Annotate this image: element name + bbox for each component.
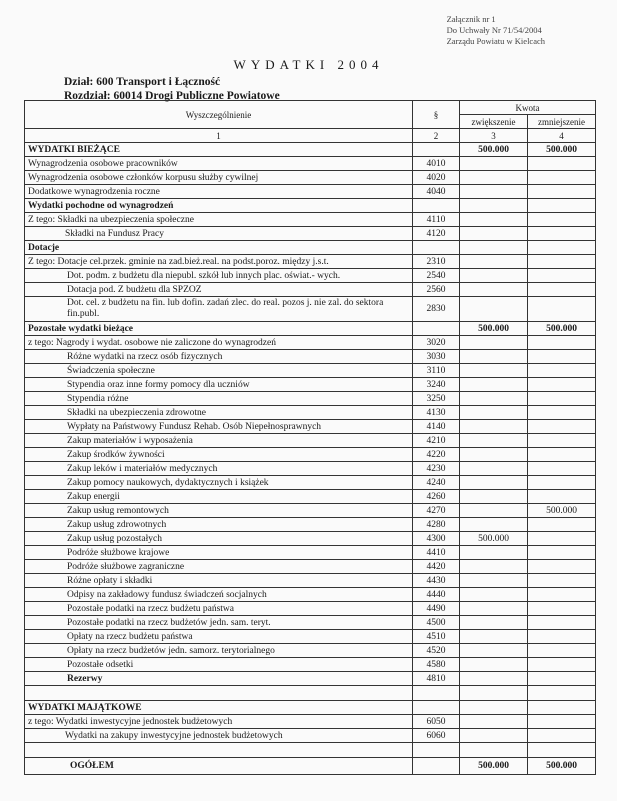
section-row: [25, 701, 596, 715]
row-paragraph: 4510: [413, 630, 460, 644]
row-decrease: [528, 434, 596, 448]
table-row: [25, 490, 596, 504]
row-paragraph: [413, 322, 460, 336]
row-increase: [460, 378, 528, 392]
row-increase: [460, 560, 528, 574]
row-paragraph: [413, 143, 460, 157]
row-increase: [460, 297, 528, 322]
row-description: Zakup usług remontowych: [25, 504, 413, 518]
row-paragraph: 4240: [413, 476, 460, 490]
table-row: [25, 462, 596, 476]
row-increase: [460, 255, 528, 269]
row-description: z tego: Nagrody i wydat. osobowe nie zaliczone do wynagrodzeń: [25, 336, 413, 350]
row-decrease: [528, 364, 596, 378]
col-number-1: 1: [25, 129, 413, 143]
row-decrease: [528, 616, 596, 630]
row-description: Składki na Fundusz Pracy: [25, 227, 413, 241]
row-increase: [460, 616, 528, 630]
row-decrease: [528, 588, 596, 602]
table-row: [25, 185, 596, 199]
row-paragraph: 4230: [413, 462, 460, 476]
row-paragraph: 4580: [413, 658, 460, 672]
col-number-2: 2: [413, 129, 460, 143]
row-increase: [460, 574, 528, 588]
row-decrease: [528, 406, 596, 420]
row-decrease: [528, 602, 596, 616]
row-decrease: [528, 672, 596, 686]
row-paragraph: 2560: [413, 283, 460, 297]
row-description: Pozostałe wydatki bieżące: [25, 322, 413, 336]
row-description: Zakup środków żywności: [25, 448, 413, 462]
annex-line-1: Załącznik nr 1: [446, 14, 496, 24]
row-increase: [460, 672, 528, 686]
expenses-table: [24, 100, 596, 775]
row-description: Dot. podm. z budżetu dla niepubl. szkół lub innych plac. oświat.- wych.: [25, 269, 413, 283]
row-decrease: [528, 490, 596, 504]
row-increase: [460, 185, 528, 199]
row-decrease: [528, 255, 596, 269]
row-description: Zakup pomocy naukowych, dydaktycznych i książek: [25, 476, 413, 490]
row-description: Zakup usług pozostałych: [25, 532, 413, 546]
table-row: [25, 658, 596, 672]
row-increase: [460, 701, 528, 715]
row-increase: [460, 518, 528, 532]
row-paragraph: 4020: [413, 171, 460, 185]
table-row: [25, 171, 596, 185]
row-decrease: [528, 715, 596, 729]
row-description: OGÓŁEM: [25, 758, 413, 775]
row-paragraph: 4220: [413, 448, 460, 462]
row-description: Stypendia oraz inne formy pomocy dla uczniów: [25, 378, 413, 392]
row-decrease: [528, 644, 596, 658]
row-increase: [460, 420, 528, 434]
row-increase: [460, 602, 528, 616]
row-decrease: [528, 269, 596, 283]
row-description: Rezerwy: [25, 672, 413, 686]
row-increase: [460, 476, 528, 490]
table-row: [25, 602, 596, 616]
row-increase: [460, 462, 528, 476]
row-increase: 500.000: [460, 322, 528, 336]
row-decrease: [528, 157, 596, 171]
row-description: Różne wydatki na rzecz osób fizycznych: [25, 350, 413, 364]
row-description: Dotacje: [25, 241, 413, 255]
total-row: [25, 758, 596, 775]
table-row: [25, 630, 596, 644]
row-increase: [460, 213, 528, 227]
table-row: [25, 255, 596, 269]
row-paragraph: [413, 686, 460, 701]
row-increase: [460, 434, 528, 448]
row-decrease: 500.000: [528, 322, 596, 336]
page-title: WYDATKI 2004: [233, 57, 384, 72]
row-decrease: [528, 701, 596, 715]
row-description: Wypłaty na Państwowy Fundusz Rehab. Osób Niepełnosprawnych: [25, 420, 413, 434]
table-row: [25, 686, 596, 701]
row-decrease: 500.000: [528, 504, 596, 518]
row-increase: [460, 406, 528, 420]
table-row: [25, 269, 596, 283]
row-paragraph: 4120: [413, 227, 460, 241]
row-increase: [460, 630, 528, 644]
row-description: Podróże służbowe krajowe: [25, 546, 413, 560]
table-row: [25, 448, 596, 462]
row-paragraph: 4410: [413, 546, 460, 560]
section-row: [25, 322, 596, 336]
row-description: Pozostałe podatki na rzecz budżetu państwa: [25, 602, 413, 616]
row-increase: [460, 490, 528, 504]
annex-line-2: Do Uchwały Nr 71/54/2004: [446, 25, 542, 35]
table-row: [25, 350, 596, 364]
row-paragraph: 4110: [413, 213, 460, 227]
row-increase: 500.000: [460, 143, 528, 157]
table-row: [25, 588, 596, 602]
row-decrease: [528, 462, 596, 476]
row-description: Wydatki pochodne od wynagrodzeń: [25, 199, 413, 213]
row-decrease: [528, 283, 596, 297]
row-increase: [460, 283, 528, 297]
row-increase: [460, 227, 528, 241]
header-col-amount: Kwota: [460, 101, 596, 115]
row-decrease: [528, 185, 596, 199]
table-number-row: [25, 129, 596, 143]
table-row: [25, 434, 596, 448]
row-description: [25, 686, 413, 701]
row-increase: [460, 364, 528, 378]
section-row: [25, 143, 596, 157]
table-row: [25, 157, 596, 171]
row-increase: [460, 686, 528, 701]
row-description: Stypendia różne: [25, 392, 413, 406]
row-increase: 500.000: [460, 532, 528, 546]
row-paragraph: 3020: [413, 336, 460, 350]
table-row: [25, 546, 596, 560]
header-col-decrease: zmniejszenie: [528, 115, 596, 129]
col-number-3: 3: [460, 129, 528, 143]
row-description: Wynagrodzenia osobowe członków korpusu służby cywilnej: [25, 171, 413, 185]
row-description: WYDATKI MAJĄTKOWE: [25, 701, 413, 715]
row-description: Dotacja pod. Z budżetu dla SPZOZ: [25, 283, 413, 297]
row-decrease: [528, 743, 596, 758]
row-increase: [460, 658, 528, 672]
table-row: [25, 729, 596, 743]
row-paragraph: 3240: [413, 378, 460, 392]
row-description: Wydatki na zakupy inwestycyjne jednostek budżetowych: [25, 729, 413, 743]
row-paragraph: 6060: [413, 729, 460, 743]
table-row: [25, 406, 596, 420]
row-description: Zakup energii: [25, 490, 413, 504]
table-row: [25, 504, 596, 518]
row-paragraph: 4420: [413, 560, 460, 574]
row-increase: [460, 448, 528, 462]
row-paragraph: 4270: [413, 504, 460, 518]
table-row: [25, 283, 596, 297]
row-description: Składki na ubezpieczenia zdrowotne: [25, 406, 413, 420]
row-description: Dot. cel. z budżetu na fin. lub dofin. zadań zlec. do real. pozos j. nie zal. do sektora fin.publ.: [25, 297, 413, 322]
row-paragraph: 2310: [413, 255, 460, 269]
row-paragraph: 6050: [413, 715, 460, 729]
row-paragraph: 4500: [413, 616, 460, 630]
row-decrease: [528, 630, 596, 644]
row-increase: [460, 336, 528, 350]
table-row: [25, 297, 596, 322]
row-increase: [460, 269, 528, 283]
row-paragraph: [413, 199, 460, 213]
header-col-paragraph: §: [413, 101, 460, 129]
row-description: Zakup usług zdrowotnych: [25, 518, 413, 532]
row-paragraph: 3030: [413, 350, 460, 364]
row-description: Opłaty na rzecz budżetu państwa: [25, 630, 413, 644]
row-paragraph: [413, 241, 460, 255]
row-paragraph: 4260: [413, 490, 460, 504]
row-increase: [460, 199, 528, 213]
annex-line-3: Zarządu Powiatu w Kielcach: [446, 36, 545, 46]
row-increase: [460, 392, 528, 406]
table-row: [25, 616, 596, 630]
row-paragraph: 4280: [413, 518, 460, 532]
row-paragraph: 4130: [413, 406, 460, 420]
row-paragraph: 3110: [413, 364, 460, 378]
row-decrease: [528, 574, 596, 588]
row-description: Świadczenia społeczne: [25, 364, 413, 378]
row-description: Z tego: Składki na ubezpieczenia społeczne: [25, 213, 413, 227]
row-decrease: [528, 658, 596, 672]
row-paragraph: 4210: [413, 434, 460, 448]
table-row: [25, 476, 596, 490]
row-increase: [460, 729, 528, 743]
row-increase: [460, 171, 528, 185]
table-row: [25, 560, 596, 574]
row-increase: [460, 588, 528, 602]
row-paragraph: 4440: [413, 588, 460, 602]
table-row: [25, 336, 596, 350]
row-paragraph: [413, 758, 460, 775]
row-decrease: [528, 171, 596, 185]
annex-note: [447, 14, 545, 47]
row-paragraph: 4490: [413, 602, 460, 616]
header-col-increase: zwiększenie: [460, 115, 528, 129]
table-row: [25, 420, 596, 434]
table-row: [25, 518, 596, 532]
row-increase: [460, 157, 528, 171]
table-row: [25, 644, 596, 658]
row-decrease: [528, 686, 596, 701]
row-description: WYDATKI BIEŻĄCE: [25, 143, 413, 157]
row-paragraph: [413, 743, 460, 758]
row-decrease: [528, 199, 596, 213]
row-decrease: [528, 546, 596, 560]
row-paragraph: 4040: [413, 185, 460, 199]
row-description: Opłaty na rzecz budżetów jedn. samorz. terytorialnego: [25, 644, 413, 658]
section-dzial: Dział: 600 Transport i Łączność: [64, 76, 221, 88]
table-row: [25, 392, 596, 406]
row-decrease: [528, 378, 596, 392]
row-description: Odpisy na zakładowy fundusz świadczeń socjalnych: [25, 588, 413, 602]
row-increase: [460, 743, 528, 758]
section-row: [25, 199, 596, 213]
row-increase: 500.000: [460, 758, 528, 775]
row-decrease: [528, 241, 596, 255]
row-decrease: 500.000: [528, 143, 596, 157]
row-decrease: [528, 227, 596, 241]
row-decrease: [528, 420, 596, 434]
row-decrease: [528, 448, 596, 462]
table-row: [25, 715, 596, 729]
row-decrease: [528, 213, 596, 227]
row-increase: [460, 546, 528, 560]
row-description: Z tego: Dotacje cel.przek. gminie na zad.bież.real. na podst.poroz. między j.s.t.: [25, 255, 413, 269]
row-paragraph: 4430: [413, 574, 460, 588]
row-decrease: [528, 532, 596, 546]
row-decrease: [528, 297, 596, 322]
row-paragraph: 2830: [413, 297, 460, 322]
row-paragraph: 4810: [413, 672, 460, 686]
row-paragraph: 2540: [413, 269, 460, 283]
expenses-table-wrapper: [24, 100, 596, 775]
table-row: [25, 672, 596, 686]
row-decrease: [528, 336, 596, 350]
row-decrease: [528, 476, 596, 490]
row-decrease: 500.000: [528, 758, 596, 775]
row-increase: [460, 241, 528, 255]
row-increase: [460, 644, 528, 658]
row-decrease: [528, 392, 596, 406]
section-row: [25, 241, 596, 255]
row-paragraph: 4520: [413, 644, 460, 658]
row-increase: [460, 504, 528, 518]
row-description: Dodatkowe wynagrodzenia roczne: [25, 185, 413, 199]
table-row: [25, 227, 596, 241]
col-number-4: 4: [528, 129, 596, 143]
row-description: Zakup materiałów i wyposażenia: [25, 434, 413, 448]
row-paragraph: 3250: [413, 392, 460, 406]
table-row: [25, 532, 596, 546]
table-row: [25, 364, 596, 378]
row-description: Wynagrodzenia osobowe pracowników: [25, 157, 413, 171]
row-decrease: [528, 518, 596, 532]
row-description: Pozostałe odsetki: [25, 658, 413, 672]
table-row: [25, 574, 596, 588]
row-decrease: [528, 729, 596, 743]
row-description: [25, 743, 413, 758]
row-paragraph: 4010: [413, 157, 460, 171]
row-increase: [460, 715, 528, 729]
section-rozdzial: Rozdział: 60014 Drogi Publiczne Powiatowe: [64, 90, 280, 102]
row-decrease: [528, 350, 596, 364]
row-decrease: [528, 560, 596, 574]
row-description: Zakup leków i materiałów medycznych: [25, 462, 413, 476]
row-paragraph: 4300: [413, 532, 460, 546]
row-paragraph: [413, 701, 460, 715]
row-description: Podróże służbowe zagraniczne: [25, 560, 413, 574]
table-header-row: [25, 101, 596, 115]
header-col-description: Wyszczególnienie: [25, 101, 413, 129]
table-row: [25, 378, 596, 392]
table-row: [25, 213, 596, 227]
table-row: [25, 743, 596, 758]
row-description: z tego: Wydatki inwestycyjne jednostek budżetowych: [25, 715, 413, 729]
row-paragraph: 4140: [413, 420, 460, 434]
row-description: Pozostałe podatki na rzecz budżetów jedn. sam. teryt.: [25, 616, 413, 630]
row-description: Różne opłaty i składki: [25, 574, 413, 588]
row-increase: [460, 350, 528, 364]
